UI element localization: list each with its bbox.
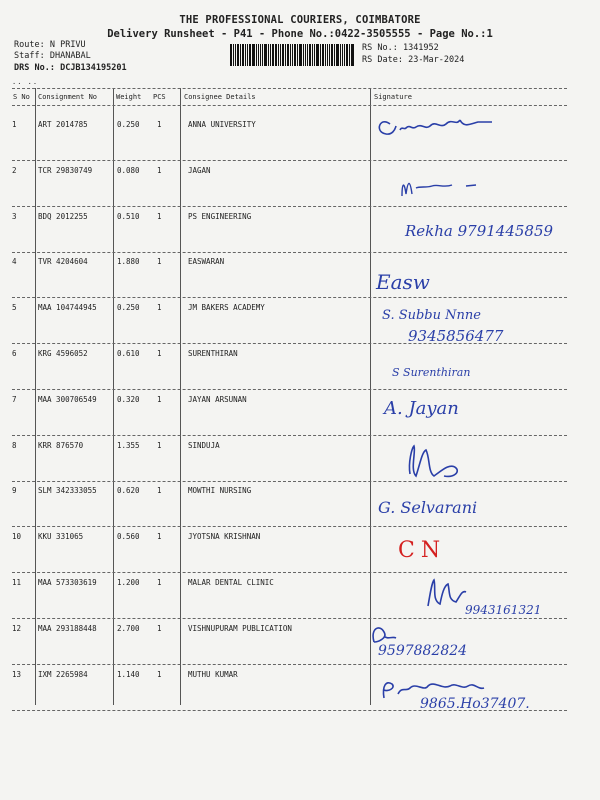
barcode-bar <box>331 44 333 66</box>
row-consignee: SINDUJA <box>188 441 220 450</box>
row-consignee: VISHNUPURAM PUBLICATION <box>188 624 292 633</box>
row-consignment: KRR 876570 <box>38 441 84 450</box>
barcode-bar <box>294 44 296 66</box>
col-divider <box>180 88 181 705</box>
barcode-bar <box>258 44 259 66</box>
signature-10: CN <box>398 538 447 563</box>
barcode-bar <box>314 44 315 66</box>
barcode-bar <box>260 44 262 66</box>
staff-line <box>14 51 91 61</box>
rs-date-value: 23-Mar-2024 <box>408 55 465 65</box>
row-consignee: MUTHU KUMAR <box>188 670 238 679</box>
barcode-bar <box>351 44 354 66</box>
signature-6: S Surenthiran <box>392 366 471 379</box>
col-header-signature: Signature <box>374 93 412 101</box>
barcode-bar <box>264 44 267 66</box>
barcode-bar <box>340 44 341 66</box>
row-pcs: 1 <box>157 395 162 404</box>
row-weight: 1.200 <box>117 578 140 587</box>
barcode-bar <box>282 44 285 66</box>
row-pcs: 1 <box>157 303 162 312</box>
row-consignment: KKU 331065 <box>38 532 84 541</box>
drs-line <box>14 63 127 73</box>
barcode <box>230 44 355 66</box>
drs-value: DCJB134195201 <box>60 63 127 73</box>
barcode-bar <box>242 44 244 66</box>
row-weight: 1.355 <box>117 441 140 450</box>
row-pcs: 1 <box>157 441 162 450</box>
barcode-bar <box>312 44 313 66</box>
barcode-bar <box>316 44 319 66</box>
row-sno: 8 <box>12 441 17 450</box>
row-consignment: ART 2014785 <box>38 120 88 129</box>
row-sno: 3 <box>12 212 17 221</box>
signature-2 <box>370 170 570 210</box>
row-consignee: MALAR DENTAL CLINIC <box>188 578 274 587</box>
col-header-pcs: PCS <box>153 93 166 101</box>
route-line <box>14 40 86 50</box>
row-weight: 0.620 <box>117 486 140 495</box>
barcode-bar <box>320 44 321 66</box>
row-consignee: JAYAN ARSUNAN <box>188 395 247 404</box>
row-sno: 13 <box>12 670 22 679</box>
barcode-bar <box>268 44 269 66</box>
barcode-bar <box>256 44 257 66</box>
barcode-bar <box>322 44 324 66</box>
col-header-consignee: Consignee Details <box>184 93 256 101</box>
barcode-bar <box>287 44 289 66</box>
row-divider <box>12 526 567 527</box>
row-pcs: 1 <box>157 212 162 221</box>
row-pcs: 1 <box>157 670 162 679</box>
separator-dots: .. .. <box>12 78 39 86</box>
barcode-bar <box>303 44 305 66</box>
row-pcs: 1 <box>157 257 162 266</box>
rs-no-label: RS No.: <box>362 43 398 53</box>
row-consignee: ANNA UNIVERSITY <box>188 120 256 129</box>
signature-3: Rekha 9791445859 <box>405 222 554 240</box>
signature-1 <box>370 106 570 146</box>
barcode-bar <box>307 44 308 66</box>
row-sno: 9 <box>12 486 17 495</box>
row-pcs: 1 <box>157 166 162 175</box>
row-sno: 12 <box>12 624 22 633</box>
col-header-weight: Weight <box>116 93 142 101</box>
row-sno: 6 <box>12 349 17 358</box>
row-sno: 5 <box>12 303 17 312</box>
col-header-sno: S No <box>13 93 30 101</box>
row-weight: 0.560 <box>117 532 140 541</box>
signature-5: S. Subbu Nnne <box>382 308 481 323</box>
row-sno: 1 <box>12 120 17 129</box>
barcode-bar <box>270 44 271 66</box>
signature-12-phone: 9597882824 <box>378 643 468 659</box>
barcode-bar <box>237 44 240 66</box>
drs-label: DRS No.: <box>14 63 55 73</box>
row-sno: 11 <box>12 578 22 587</box>
row-divider <box>12 252 567 253</box>
row-divider <box>12 160 567 161</box>
row-pcs: 1 <box>157 120 162 129</box>
barcode-bar <box>325 44 327 66</box>
row-consignment: IXM 2265984 <box>38 670 88 679</box>
barcode-bar <box>349 44 350 66</box>
row-sno: 4 <box>12 257 17 266</box>
row-weight: 0.250 <box>117 120 140 129</box>
barcode-bar <box>240 44 241 66</box>
row-sno: 7 <box>12 395 17 404</box>
row-pcs: 1 <box>157 486 162 495</box>
barcode-bar <box>235 44 236 66</box>
barcode-bar <box>297 44 298 66</box>
barcode-bar <box>275 44 277 66</box>
row-consignee: JAGAN <box>188 166 211 175</box>
barcode-bar <box>334 44 335 66</box>
signature-8 <box>370 442 570 482</box>
row-divider <box>12 389 567 390</box>
row-weight: 1.140 <box>117 670 140 679</box>
row-weight: 0.250 <box>117 303 140 312</box>
row-pcs: 1 <box>157 349 162 358</box>
signature-13-phone: 9865.Ho37407. <box>420 696 530 712</box>
route-label: Route: <box>14 40 45 50</box>
row-consignee: JYOTSNA KRISHNAN <box>188 532 261 541</box>
barcode-bar <box>344 44 346 66</box>
barcode-bar <box>329 44 330 66</box>
signature-9: G. Selvarani <box>378 498 478 517</box>
barcode-bar <box>249 44 251 66</box>
row-weight: 2.700 <box>117 624 140 633</box>
barcode-bar <box>327 44 328 66</box>
row-consignee: SURENTHIRAN <box>188 349 238 358</box>
signature-4: Easw <box>376 270 430 294</box>
row-sno: 10 <box>12 532 22 541</box>
row-consignee: MOWTHI NURSING <box>188 486 252 495</box>
runsheet-title: Delivery Runsheet - P41 - Phone No.:0422-3505555 - Page No.:1 <box>107 28 493 40</box>
barcode-bar <box>252 44 255 66</box>
row-consignment: MAA 104744945 <box>38 303 97 312</box>
row-weight: 0.510 <box>117 212 140 221</box>
rs-no-line <box>362 43 439 53</box>
col-divider <box>113 88 114 705</box>
row-weight: 0.080 <box>117 166 140 175</box>
row-consignee: JM BAKERS ACADEMY <box>188 303 265 312</box>
barcode-bar <box>299 44 302 66</box>
barcode-bar <box>336 44 339 66</box>
row-consignment: MAA 300706549 <box>38 395 97 404</box>
header-top-rule <box>12 88 567 89</box>
row-weight: 1.880 <box>117 257 140 266</box>
row-consignment: TVR 4204604 <box>38 257 88 266</box>
row-consignee: PS ENGINEERING <box>188 212 252 221</box>
row-consignee: EASWARAN <box>188 257 225 266</box>
barcode-bar <box>342 44 343 66</box>
row-weight: 0.610 <box>117 349 140 358</box>
row-divider <box>12 435 567 436</box>
rs-date-label: RS Date: <box>362 55 403 65</box>
barcode-bar <box>245 44 246 66</box>
row-divider <box>12 664 567 665</box>
staff-label: Staff: <box>14 51 45 61</box>
barcode-bar <box>285 44 286 66</box>
barcode-bar <box>309 44 311 66</box>
barcode-bar <box>278 44 279 66</box>
row-consignment: TCR 29830749 <box>38 166 93 175</box>
row-consignment: MAA 293188448 <box>38 624 97 633</box>
row-pcs: 1 <box>157 532 162 541</box>
rs-date-line <box>362 55 464 65</box>
row-consignment: BDQ 2012255 <box>38 212 88 221</box>
signature-5-phone: 9345856477 <box>408 327 504 345</box>
col-divider <box>35 88 36 705</box>
row-consignment: MAA 573303619 <box>38 578 97 587</box>
barcode-bar <box>290 44 291 66</box>
col-header-consignment: Consignment No <box>38 93 98 101</box>
company-title: THE PROFESSIONAL COURIERS, COIMBATORE <box>179 14 421 26</box>
barcode-bar <box>247 44 248 66</box>
barcode-bar <box>292 44 293 66</box>
row-consignment: SLM 342333055 <box>38 486 97 495</box>
barcode-bar <box>305 44 306 66</box>
staff-value: DHANABAL <box>49 51 91 61</box>
row-pcs: 1 <box>157 578 162 587</box>
barcode-bar <box>233 44 234 66</box>
row-divider <box>12 297 567 298</box>
signature-7: A. Jayan <box>384 398 459 419</box>
barcode-bar <box>280 44 281 66</box>
barcode-bar <box>230 44 232 66</box>
route-value: N PRIVU <box>49 40 86 50</box>
row-sno: 2 <box>12 166 17 175</box>
row-pcs: 1 <box>157 624 162 633</box>
barcode-bar <box>262 44 263 66</box>
barcode-bar <box>346 44 348 66</box>
row-weight: 0.320 <box>117 395 140 404</box>
row-consignment: KRG 4596052 <box>38 349 88 358</box>
barcode-bar <box>272 44 274 66</box>
signature-11-phone: 9943161321 <box>465 603 542 617</box>
rs-no-value: 1341952 <box>402 43 439 53</box>
